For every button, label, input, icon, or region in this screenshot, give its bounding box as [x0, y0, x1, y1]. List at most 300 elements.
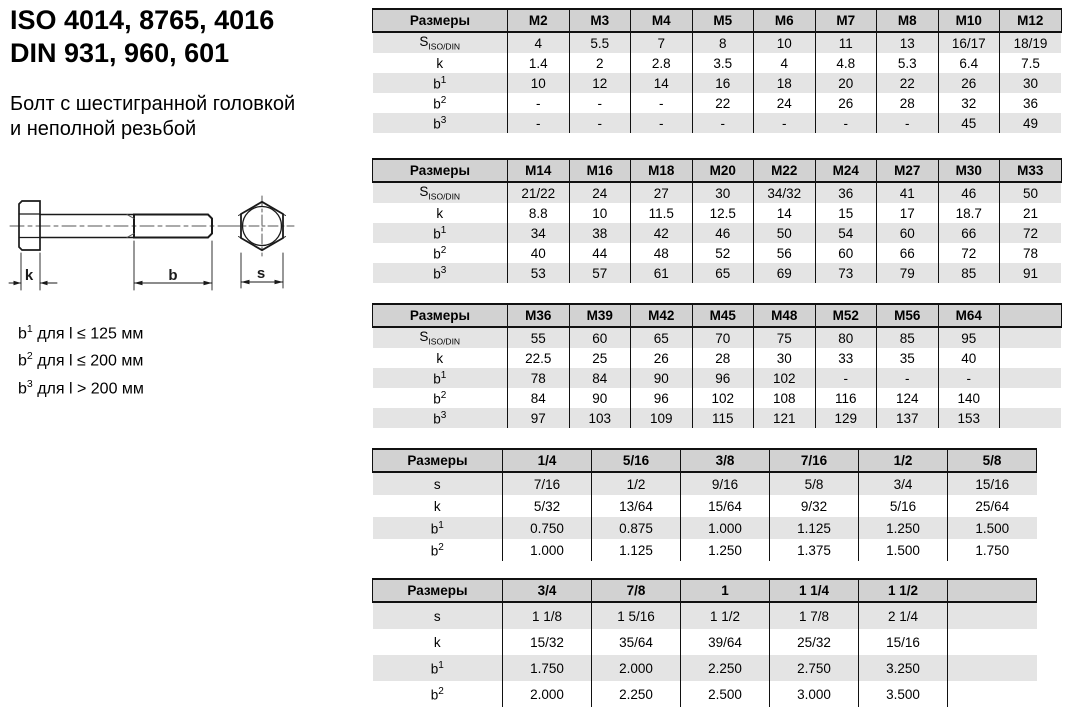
cell: 96 — [631, 388, 693, 408]
header-label: Размеры — [373, 304, 508, 327]
table — [372, 578, 1037, 707]
cell: 45 — [938, 113, 1000, 133]
cell: 50 — [1000, 182, 1062, 203]
cell: 140 — [938, 388, 1000, 408]
table-row — [373, 517, 1037, 539]
cell: 39/64 — [681, 629, 770, 655]
cell: 46 — [938, 182, 1000, 203]
cell: 96 — [692, 368, 754, 388]
cell: 21/22 — [508, 182, 570, 203]
table — [372, 158, 1062, 283]
row-label: $b^2$ — [430, 685, 444, 703]
cell: 124 — [877, 388, 939, 408]
note-b1: $b^1$ для l ≤ 125 мм — [18, 323, 144, 343]
cell: 1.125 — [592, 539, 681, 561]
header-label: Размеры — [373, 9, 508, 32]
cell: 2.8 — [631, 53, 693, 73]
dim-label-b: b — [168, 267, 178, 284]
bolt-technical-drawing — [8, 192, 318, 317]
cell: 66 — [938, 223, 1000, 243]
cell: 66 — [877, 243, 939, 263]
header-size: M3 — [569, 9, 631, 32]
row-label: $S_{ISO/DIN}$ — [373, 327, 508, 348]
header-size: M39 — [569, 304, 631, 327]
cell: 1/2 — [592, 472, 681, 495]
cell: 1.750 — [503, 655, 592, 681]
cell: 97 — [508, 408, 570, 428]
note-b3: $b^3$ для l > 200 мм — [18, 377, 144, 397]
cell: 65 — [631, 327, 693, 348]
cell: 57 — [569, 263, 631, 283]
cell: - — [631, 93, 693, 113]
table-row — [373, 388, 1062, 408]
cell: 5/32 — [503, 495, 592, 517]
cell — [1000, 368, 1062, 388]
cell: 2.000 — [503, 681, 592, 707]
cell: - — [815, 368, 877, 388]
cell: 4.8 — [815, 53, 877, 73]
cell: 2 — [569, 53, 631, 73]
header-row — [373, 9, 1062, 32]
cell: 48 — [631, 243, 693, 263]
row-label: $b^2$ — [433, 244, 447, 262]
cell: 25/32 — [770, 629, 859, 655]
cell: - — [754, 113, 816, 133]
table — [372, 8, 1062, 133]
header-size: M16 — [569, 159, 631, 182]
cell: 13/64 — [592, 495, 681, 517]
cell: 3/4 — [859, 472, 948, 495]
cell: 11 — [815, 32, 877, 53]
row-label: $b^1$ — [373, 655, 503, 681]
row-label: k — [433, 634, 441, 650]
cell: 35 — [877, 348, 939, 368]
header-size: 3/4 — [503, 579, 592, 602]
row-label: $b^1$ — [373, 368, 508, 388]
header-size: M10 — [938, 9, 1000, 32]
cell: 2.000 — [592, 655, 681, 681]
cell: 17 — [877, 203, 939, 223]
cell: 11.5 — [631, 203, 693, 223]
row-label: s — [373, 472, 503, 495]
cell: - — [631, 113, 693, 133]
table-row — [373, 53, 1062, 73]
cell: 102 — [692, 388, 754, 408]
notes-block — [18, 318, 144, 400]
cell: 1.375 — [770, 539, 859, 561]
header-size: M22 — [754, 159, 816, 182]
cell: 30 — [1000, 73, 1062, 93]
cell: 56 — [754, 243, 816, 263]
cell: - — [938, 368, 1000, 388]
row-label: k — [436, 350, 444, 366]
table-row — [373, 223, 1062, 243]
cell: 32 — [938, 93, 1000, 113]
table-row — [373, 263, 1062, 283]
cell: 16 — [692, 73, 754, 93]
dimension-k — [9, 253, 57, 290]
cell: 52 — [692, 243, 754, 263]
cell: 90 — [631, 368, 693, 388]
cell: 24 — [569, 182, 631, 203]
cell: 121 — [754, 408, 816, 428]
cell: 12.5 — [692, 203, 754, 223]
cell: 2.500 — [681, 681, 770, 707]
header-size: 1/2 — [859, 449, 948, 472]
cell: - — [877, 113, 939, 133]
cell: 15/16 — [859, 629, 948, 655]
cell: 2.250 — [592, 681, 681, 707]
cell: 40 — [938, 348, 1000, 368]
cell: 1.500 — [859, 539, 948, 561]
row-label: $b^3$ — [373, 263, 508, 283]
table-row — [373, 348, 1062, 368]
table-row — [373, 368, 1062, 388]
row-label: $S_{ISO/DIN}$ — [373, 32, 508, 53]
cell: 72 — [1000, 223, 1062, 243]
cell: 44 — [569, 243, 631, 263]
cell: 18.7 — [938, 203, 1000, 223]
cell: 27 — [631, 182, 693, 203]
cell: 15/16 — [948, 472, 1037, 495]
cell: 103 — [569, 408, 631, 428]
cell: 79 — [877, 263, 939, 283]
cell: 30 — [754, 348, 816, 368]
row-label: $b^1$ — [373, 73, 508, 93]
table-row — [373, 629, 1037, 655]
row-label: $b^1$ — [373, 223, 508, 243]
cell: 60 — [815, 243, 877, 263]
cell: 50 — [754, 223, 816, 243]
cell: 116 — [815, 388, 877, 408]
header-size: M14 — [508, 159, 570, 182]
table-row — [373, 32, 1062, 53]
cell: 35/64 — [592, 629, 681, 655]
cell: 2.250 — [681, 655, 770, 681]
cell: 41 — [877, 182, 939, 203]
cell: - — [508, 93, 570, 113]
cell — [948, 655, 1037, 681]
header-row — [373, 449, 1037, 472]
cell: 95 — [938, 327, 1000, 348]
table-row — [373, 408, 1062, 428]
cell — [948, 629, 1037, 655]
subtitle-line-2: и неполной резьбой — [10, 118, 197, 140]
subtitle-block — [10, 92, 295, 142]
cell: 40 — [508, 243, 570, 263]
cell: 22 — [877, 73, 939, 93]
cell: 70 — [692, 327, 754, 348]
header-label: Размеры — [373, 159, 508, 182]
header-size: M7 — [815, 9, 877, 32]
cell: 5.5 — [569, 32, 631, 53]
dimension-s — [241, 253, 283, 288]
cell: 1.000 — [681, 517, 770, 539]
cell: 9/16 — [681, 472, 770, 495]
header-size: M27 — [877, 159, 939, 182]
cell: 14 — [631, 73, 693, 93]
header-label: Размеры — [373, 579, 503, 602]
cell: 15/64 — [681, 495, 770, 517]
header-size: 3/8 — [681, 449, 770, 472]
cell: 26 — [938, 73, 1000, 93]
cell: 7.5 — [1000, 53, 1062, 73]
cell: 1 1/2 — [681, 602, 770, 629]
dimension-table-1 — [372, 8, 1062, 133]
header-size: 1/4 — [503, 449, 592, 472]
row-label: $S_{ISO/DIN}$ — [373, 182, 508, 203]
cell: 91 — [1000, 263, 1062, 283]
cell: 9/32 — [770, 495, 859, 517]
header-size: 5/8 — [948, 449, 1037, 472]
cell: 34/32 — [754, 182, 816, 203]
cell: 137 — [877, 408, 939, 428]
bolt-head-end-view — [230, 196, 294, 256]
header-size: 7/16 — [770, 449, 859, 472]
row-label: $b^2$ — [433, 389, 447, 407]
header-label: Размеры — [373, 449, 503, 472]
cell: 14 — [754, 203, 816, 223]
table-row — [373, 472, 1037, 495]
header-size: M24 — [815, 159, 877, 182]
cell: 18/19 — [1000, 32, 1062, 53]
cell: - — [877, 368, 939, 388]
dim-label-k: k — [24, 267, 34, 284]
header-size: 1 — [681, 579, 770, 602]
cell: 3.500 — [859, 681, 948, 707]
cell: 6.4 — [938, 53, 1000, 73]
cell: 22 — [692, 93, 754, 113]
header-size: M5 — [692, 9, 754, 32]
cell: 115 — [692, 408, 754, 428]
table-row — [373, 602, 1037, 629]
header-size: M45 — [692, 304, 754, 327]
cell — [1000, 348, 1062, 368]
cell: 3.5 — [692, 53, 754, 73]
header-size: 5/16 — [592, 449, 681, 472]
cell: 1.500 — [948, 517, 1037, 539]
header-size — [948, 579, 1037, 602]
header-size: M33 — [1000, 159, 1062, 182]
header-size: M2 — [508, 9, 570, 32]
row-label: $b^2$ — [433, 94, 447, 112]
header-size: M12 — [1000, 9, 1062, 32]
cell: 25/64 — [948, 495, 1037, 517]
row-label: $b^3$ — [373, 408, 508, 428]
cell: 15 — [815, 203, 877, 223]
table-row — [373, 327, 1062, 348]
cell: 153 — [938, 408, 1000, 428]
cell: 1 7/8 — [770, 602, 859, 629]
cell: 1.250 — [681, 539, 770, 561]
cell: 5/16 — [859, 495, 948, 517]
cell: 85 — [938, 263, 1000, 283]
header-size: 1 1/2 — [859, 579, 948, 602]
table — [372, 303, 1062, 428]
note-b2: $b^2$ для l ≤ 200 мм — [18, 350, 144, 370]
header-row — [373, 159, 1062, 182]
table-row — [373, 182, 1062, 203]
cell: 26 — [815, 93, 877, 113]
cell: 16/17 — [938, 32, 1000, 53]
header-size: M8 — [877, 9, 939, 32]
cell: - — [692, 113, 754, 133]
cell: 1.000 — [503, 539, 592, 561]
cell: - — [508, 113, 570, 133]
cell: 75 — [754, 327, 816, 348]
header-row — [373, 579, 1037, 602]
table-row — [373, 113, 1062, 133]
title-block — [10, 4, 274, 70]
cell: 72 — [938, 243, 1000, 263]
cell: 7 — [631, 32, 693, 53]
table — [372, 448, 1037, 561]
cell: 4 — [754, 53, 816, 73]
cell: 65 — [692, 263, 754, 283]
header-size: M56 — [877, 304, 939, 327]
header-size: 1 1/4 — [770, 579, 859, 602]
header-size: M36 — [508, 304, 570, 327]
cell: 8 — [692, 32, 754, 53]
header-row — [373, 304, 1062, 327]
cell — [1000, 327, 1062, 348]
dim-label-s: s — [256, 265, 266, 282]
table-row — [373, 93, 1062, 113]
cell: - — [815, 113, 877, 133]
cell: 26 — [631, 348, 693, 368]
cell: 55 — [508, 327, 570, 348]
cell: 33 — [815, 348, 877, 368]
page-title-iso: ISO 4014, 8765, 4016 — [10, 5, 275, 35]
header-size — [1000, 304, 1062, 327]
cell: 20 — [815, 73, 877, 93]
page-title-din: DIN 931, 960, 601 — [10, 38, 230, 68]
table-row — [373, 539, 1037, 561]
cell: 10 — [508, 73, 570, 93]
row-label: k — [433, 498, 441, 514]
cell — [1000, 408, 1062, 428]
cell: 69 — [754, 263, 816, 283]
row-label: $b^3$ — [373, 113, 508, 133]
cell: - — [569, 113, 631, 133]
cell: 22.5 — [508, 348, 570, 368]
table-row — [373, 655, 1037, 681]
cell: 12 — [569, 73, 631, 93]
cell: 0.750 — [503, 517, 592, 539]
header-size: M42 — [631, 304, 693, 327]
cell: 13 — [877, 32, 939, 53]
row-label: s — [373, 602, 503, 629]
cell: 2 1/4 — [859, 602, 948, 629]
cell: 8.8 — [508, 203, 570, 223]
cell: 30 — [692, 182, 754, 203]
cell: 46 — [692, 223, 754, 243]
cell: 38 — [569, 223, 631, 243]
header-size: M6 — [754, 9, 816, 32]
cell: 0.875 — [592, 517, 681, 539]
cell: 54 — [815, 223, 877, 243]
header-size: M52 — [815, 304, 877, 327]
cell: 42 — [631, 223, 693, 243]
dimension-table-5 — [372, 578, 1037, 707]
table-row — [373, 681, 1037, 707]
row-label: $b^1$ — [373, 517, 503, 539]
header-size: M4 — [631, 9, 693, 32]
header-size: M30 — [938, 159, 1000, 182]
table-row — [373, 73, 1062, 93]
cell: 80 — [815, 327, 877, 348]
cell: 28 — [692, 348, 754, 368]
cell: 2.750 — [770, 655, 859, 681]
cell: 60 — [569, 327, 631, 348]
cell: 7/16 — [503, 472, 592, 495]
cell — [1000, 388, 1062, 408]
cell: 84 — [569, 368, 631, 388]
header-size: M18 — [631, 159, 693, 182]
subtitle-line-1: Болт с шестигранной головкой — [10, 93, 296, 115]
header-size: M64 — [938, 304, 1000, 327]
cell: 1.750 — [948, 539, 1037, 561]
dimension-table-3 — [372, 303, 1062, 428]
row-label: k — [436, 205, 444, 221]
cell: 1 1/8 — [503, 602, 592, 629]
cell: 36 — [1000, 93, 1062, 113]
cell: 1.4 — [508, 53, 570, 73]
cell: 53 — [508, 263, 570, 283]
cell: 61 — [631, 263, 693, 283]
header-size: M48 — [754, 304, 816, 327]
header-size: 7/8 — [592, 579, 681, 602]
cell: 5.3 — [877, 53, 939, 73]
cell: 73 — [815, 263, 877, 283]
cell: 102 — [754, 368, 816, 388]
cell: 10 — [569, 203, 631, 223]
cell — [948, 602, 1037, 629]
cell: 4 — [508, 32, 570, 53]
cell: 5/8 — [770, 472, 859, 495]
cell: 10 — [754, 32, 816, 53]
cell: 78 — [1000, 243, 1062, 263]
cell: 78 — [508, 368, 570, 388]
cell: - — [569, 93, 631, 113]
cell: 109 — [631, 408, 693, 428]
dimension-table-4 — [372, 448, 1037, 561]
cell: 28 — [877, 93, 939, 113]
header-size: M20 — [692, 159, 754, 182]
cell: 129 — [815, 408, 877, 428]
table-row — [373, 243, 1062, 263]
dimension-table-2 — [372, 158, 1062, 283]
table-row — [373, 203, 1062, 223]
cell: 25 — [569, 348, 631, 368]
cell: 85 — [877, 327, 939, 348]
cell: 24 — [754, 93, 816, 113]
cell: 34 — [508, 223, 570, 243]
cell: 21 — [1000, 203, 1062, 223]
tables-panel — [372, 8, 1067, 720]
cell: 3.000 — [770, 681, 859, 707]
cell: 49 — [1000, 113, 1062, 133]
cell: 1.125 — [770, 517, 859, 539]
table-row — [373, 495, 1037, 517]
cell: 1 5/16 — [592, 602, 681, 629]
row-label: k — [436, 55, 444, 71]
cell: 108 — [754, 388, 816, 408]
cell: 15/32 — [503, 629, 592, 655]
row-label: $b^2$ — [430, 541, 444, 559]
cell — [948, 681, 1037, 707]
cell: 90 — [569, 388, 631, 408]
